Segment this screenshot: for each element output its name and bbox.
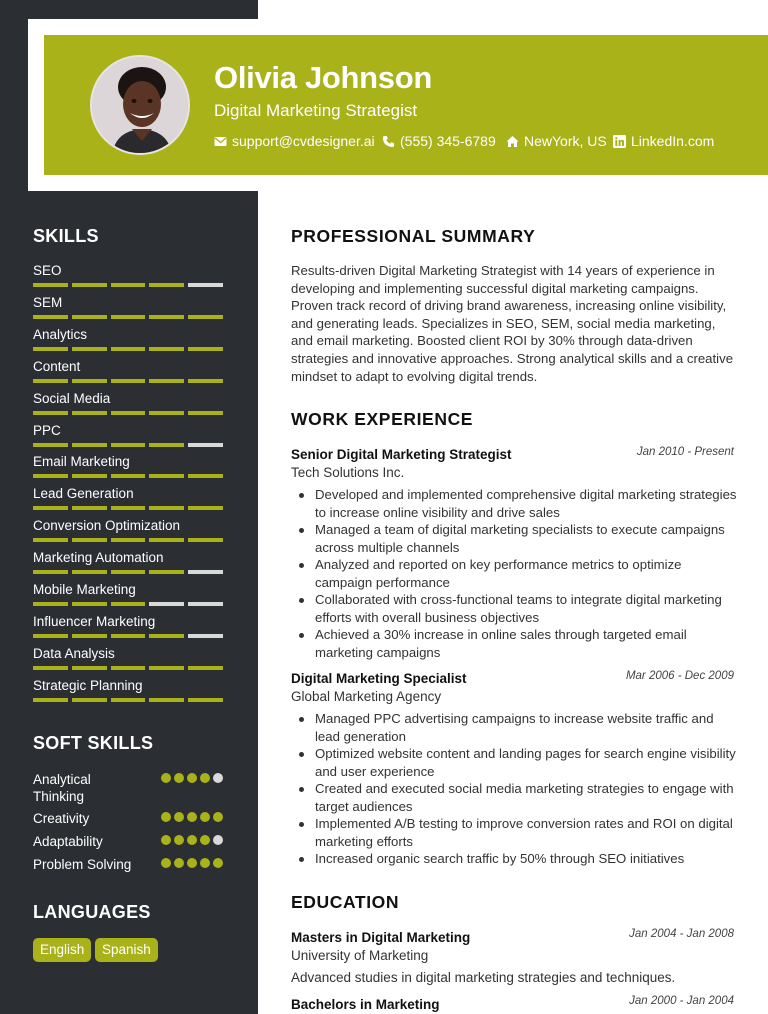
skill-level-segment	[72, 666, 107, 670]
skill-level-segment	[72, 347, 107, 351]
skill-label: Social Media	[33, 390, 111, 406]
skill-level-segment	[33, 538, 68, 542]
skill-level-segment	[149, 634, 184, 638]
skill-level-segment	[111, 666, 146, 670]
rating-dot	[200, 773, 210, 783]
skill-label: Conversion Optimization	[33, 518, 181, 534]
soft-skill-item	[33, 833, 223, 850]
skill-item	[33, 614, 223, 630]
skill-level-segment	[188, 570, 223, 574]
skill-label: Lead Generation	[33, 486, 134, 502]
rating-dot	[174, 858, 184, 868]
skill-level-segment	[111, 315, 146, 319]
skill-level-segment	[188, 379, 223, 383]
rating-dot	[213, 773, 223, 783]
skill-level-segment	[188, 283, 223, 287]
skill-level-segment	[72, 506, 107, 510]
rating-dot	[161, 835, 171, 845]
skill-level-segment	[33, 443, 68, 447]
skill-level-segment	[111, 698, 146, 702]
skill-level-segment	[33, 283, 68, 287]
skill-item	[33, 646, 223, 662]
skill-item	[33, 486, 223, 502]
list-item: Implemented A/B testing to improve conversion rates and ROI on digital marketing efforts	[297, 815, 737, 850]
summary-heading: PROFESSIONAL SUMMARY	[291, 226, 536, 246]
skill-level-bar	[33, 570, 223, 574]
rating-dot	[161, 812, 171, 822]
soft-skill-label: Creativity	[33, 811, 90, 826]
skill-level-segment	[33, 379, 68, 383]
skill-level-segment	[111, 347, 146, 351]
school-name: University of Marketing	[291, 948, 429, 963]
soft-skill-label: Adaptability	[33, 834, 103, 849]
skill-label: Email Marketing	[33, 454, 130, 470]
skill-label: Marketing Automation	[33, 550, 164, 566]
rating-dot	[200, 858, 210, 868]
job-bullets	[297, 710, 737, 868]
job-bullets	[297, 486, 737, 661]
skill-level-segment	[111, 474, 146, 478]
rating-dot	[187, 812, 197, 822]
skill-level-segment	[149, 443, 184, 447]
skill-level-segment	[149, 602, 184, 606]
rating-dot	[161, 858, 171, 868]
skill-level-segment	[111, 570, 146, 574]
skill-level-segment	[149, 347, 184, 351]
skill-level-segment	[188, 411, 223, 415]
skill-level-segment	[72, 315, 107, 319]
skill-level-segment	[33, 315, 68, 319]
list-item: Collaborated with cross-functional teams to integrate digital marketing efforts with overall business objectives	[297, 591, 737, 626]
skill-level-segment	[72, 602, 107, 606]
soft-skills-heading: SOFT SKILLS	[33, 733, 154, 753]
skill-level-segment	[188, 698, 223, 702]
list-item: Developed and implemented comprehensive digital marketing strategies to increase online visibility and drive sales	[297, 486, 737, 521]
contact-linkedin[interactable]	[613, 133, 714, 149]
rating-dot	[200, 812, 210, 822]
skill-level-segment	[149, 474, 184, 478]
skill-item	[33, 454, 223, 470]
skill-level-segment	[188, 506, 223, 510]
skill-level-segment	[33, 602, 68, 606]
rating-dot	[174, 812, 184, 822]
skill-item	[33, 423, 223, 439]
skill-level-segment	[149, 315, 184, 319]
soft-skill-label: Analytical Thinking	[33, 772, 91, 804]
skill-level-segment	[33, 347, 68, 351]
contact-linkedin-text: LinkedIn.com	[631, 133, 715, 149]
skill-level-segment	[188, 315, 223, 319]
rating-dot	[213, 812, 223, 822]
rating-dot	[213, 835, 223, 845]
skill-level-segment	[188, 666, 223, 670]
skill-level-segment	[111, 634, 146, 638]
skill-level-segment	[33, 698, 68, 702]
list-item: Achieved a 30% increase in online sales through targeted email marketing campaigns	[297, 626, 737, 661]
skill-level-segment	[149, 379, 184, 383]
skill-item	[33, 263, 223, 279]
job-title: Digital Marketing Specialist	[291, 671, 467, 686]
skill-item	[33, 295, 223, 311]
contact-location-text: NewYork, US	[524, 133, 607, 149]
skill-level-segment	[111, 506, 146, 510]
skill-level-segment	[111, 379, 146, 383]
skill-level-segment	[188, 634, 223, 638]
skill-level-segment	[33, 506, 68, 510]
skill-level-segment	[33, 474, 68, 478]
candidate-title: Digital Marketing Strategist	[214, 101, 418, 120]
skill-label: SEM	[33, 294, 63, 310]
phone-icon	[382, 135, 395, 148]
skill-level-bar	[33, 443, 223, 447]
soft-skill-label: Problem Solving	[33, 857, 132, 872]
skill-label: Analytics	[33, 326, 88, 342]
skill-item	[33, 678, 223, 694]
soft-skill-item	[33, 810, 223, 827]
skill-item	[33, 550, 223, 566]
skill-level-segment	[111, 602, 146, 606]
skill-level-bar	[33, 602, 223, 606]
list-item: Optimized website content and landing pages for search engine visibility and user experience	[297, 745, 737, 780]
skill-level-segment	[188, 602, 223, 606]
education-heading: EDUCATION	[291, 892, 400, 912]
skill-level-segment	[33, 411, 68, 415]
skill-label: PPC	[33, 422, 61, 438]
envelope-icon	[214, 135, 227, 148]
skill-level-segment	[149, 411, 184, 415]
skill-item	[33, 327, 223, 343]
rating-dot	[174, 773, 184, 783]
job-date: Mar 2006 - Dec 2009	[625, 670, 734, 682]
rating-dot	[174, 835, 184, 845]
rating-dot	[187, 835, 197, 845]
skill-level-segment	[72, 443, 107, 447]
rating-dot	[187, 773, 197, 783]
skill-level-segment	[149, 570, 184, 574]
skill-item	[33, 391, 223, 407]
skill-level-bar	[33, 634, 223, 638]
list-item: Created and executed social media marketing strategies to engage with target audiences	[297, 780, 737, 815]
skill-level-segment	[33, 666, 68, 670]
contact-email-text: support@cvdesigner.ai	[232, 133, 375, 149]
skill-level-segment	[33, 570, 68, 574]
skill-label: Strategic Planning	[33, 677, 143, 693]
skill-level-segment	[72, 698, 107, 702]
summary-text: Results-driven Digital Marketing Strategist with 14 years of experience in developing and implementing successful digital marketing campaigns. Proven track record of driving brand awareness, increasing online visibility, and generating leads. Specializes in SEO, SEM, social media marketing, and email marketing. Boosted client ROI by 30% through data-driven strategies and innovative approaches. Strong analytical skills and a creative mindset to adapt to evolving digital trends.	[291, 263, 734, 384]
languages-heading: LANGUAGES	[33, 902, 151, 922]
contact-phone-text: (555) 345-6789	[400, 133, 496, 149]
skill-label: Content	[33, 358, 81, 374]
list-item: Managed PPC advertising campaigns to increase website traffic and lead generation	[297, 710, 737, 745]
rating-dot	[161, 773, 171, 783]
skill-level-segment	[188, 474, 223, 478]
skill-level-bar	[33, 411, 223, 415]
skill-level-segment	[149, 698, 184, 702]
skill-level-segment	[33, 634, 68, 638]
skill-level-bar	[33, 283, 223, 287]
skill-level-bar	[33, 474, 223, 478]
skill-level-segment	[149, 538, 184, 542]
list-item: Analyzed and reported on key performance metrics to optimize campaign performance	[297, 556, 737, 591]
soft-skill-item	[33, 856, 223, 873]
list-item: Increased organic search traffic by 50% through SEO initiatives	[297, 850, 737, 868]
skill-level-segment	[111, 443, 146, 447]
degree-title: Bachelors in Marketing	[291, 997, 440, 1012]
rating-dot	[213, 858, 223, 868]
education-description: Advanced studies in digital marketing strategies and techniques.	[291, 970, 676, 985]
skill-level-segment	[188, 347, 223, 351]
job-company: Tech Solutions Inc.	[291, 465, 405, 480]
experience-heading: WORK EXPERIENCE	[291, 409, 474, 429]
soft-skill-rating	[161, 835, 223, 845]
skill-level-bar	[33, 538, 223, 542]
skill-label: SEO	[33, 263, 62, 278]
skill-level-bar	[33, 506, 223, 510]
contact-location	[506, 133, 607, 149]
skill-level-segment	[188, 538, 223, 542]
soft-skill-rating	[161, 812, 223, 822]
skill-level-segment	[111, 411, 146, 415]
skill-level-bar	[33, 347, 223, 351]
skill-level-segment	[72, 283, 107, 287]
job-company: Global Marketing Agency	[291, 689, 442, 704]
soft-skill-rating	[161, 858, 223, 868]
skill-level-segment	[111, 283, 146, 287]
skill-item	[33, 582, 223, 598]
skill-level-segment	[149, 283, 184, 287]
list-item: Managed a team of digital marketing specialists to execute campaigns across multiple channels	[297, 521, 737, 556]
language-badge: English	[33, 938, 91, 962]
skill-level-segment	[149, 666, 184, 670]
skill-label: Influencer Marketing	[33, 613, 156, 629]
skill-label: Mobile Marketing	[33, 582, 136, 597]
degree-date: Jan 2000 - Jan 2004	[629, 995, 734, 1007]
skill-level-segment	[72, 474, 107, 478]
skill-item	[33, 359, 223, 375]
skill-item	[33, 518, 223, 534]
skill-label: Data Analysis	[33, 645, 115, 661]
language-badge: Spanish	[95, 938, 158, 962]
candidate-name: Olivia Johnson	[214, 60, 433, 95]
skill-level-segment	[188, 443, 223, 447]
skill-level-segment	[72, 379, 107, 383]
home-icon	[506, 135, 519, 148]
avatar	[90, 55, 190, 155]
degree-date: Jan 2004 - Jan 2008	[629, 928, 734, 940]
skills-heading: SKILLS	[33, 226, 99, 246]
degree-title: Masters in Digital Marketing	[291, 930, 471, 945]
skill-level-bar	[33, 315, 223, 319]
job-title: Senior Digital Marketing Strategist	[291, 447, 512, 462]
skill-level-segment	[72, 538, 107, 542]
rating-dot	[187, 858, 197, 868]
skill-level-bar	[33, 666, 223, 670]
contact-email[interactable]	[214, 133, 375, 149]
skill-level-segment	[149, 506, 184, 510]
job-date: Jan 2010 - Present	[636, 446, 734, 458]
skill-level-segment	[72, 634, 107, 638]
skill-level-bar	[33, 379, 223, 383]
linkedin-icon	[613, 135, 626, 148]
contact-phone[interactable]	[382, 133, 496, 149]
soft-skill-rating	[161, 773, 223, 783]
soft-skill-item	[33, 771, 223, 805]
skill-level-segment	[111, 538, 146, 542]
skill-level-segment	[72, 570, 107, 574]
skill-level-bar	[33, 698, 223, 702]
skill-level-segment	[72, 411, 107, 415]
rating-dot	[200, 835, 210, 845]
